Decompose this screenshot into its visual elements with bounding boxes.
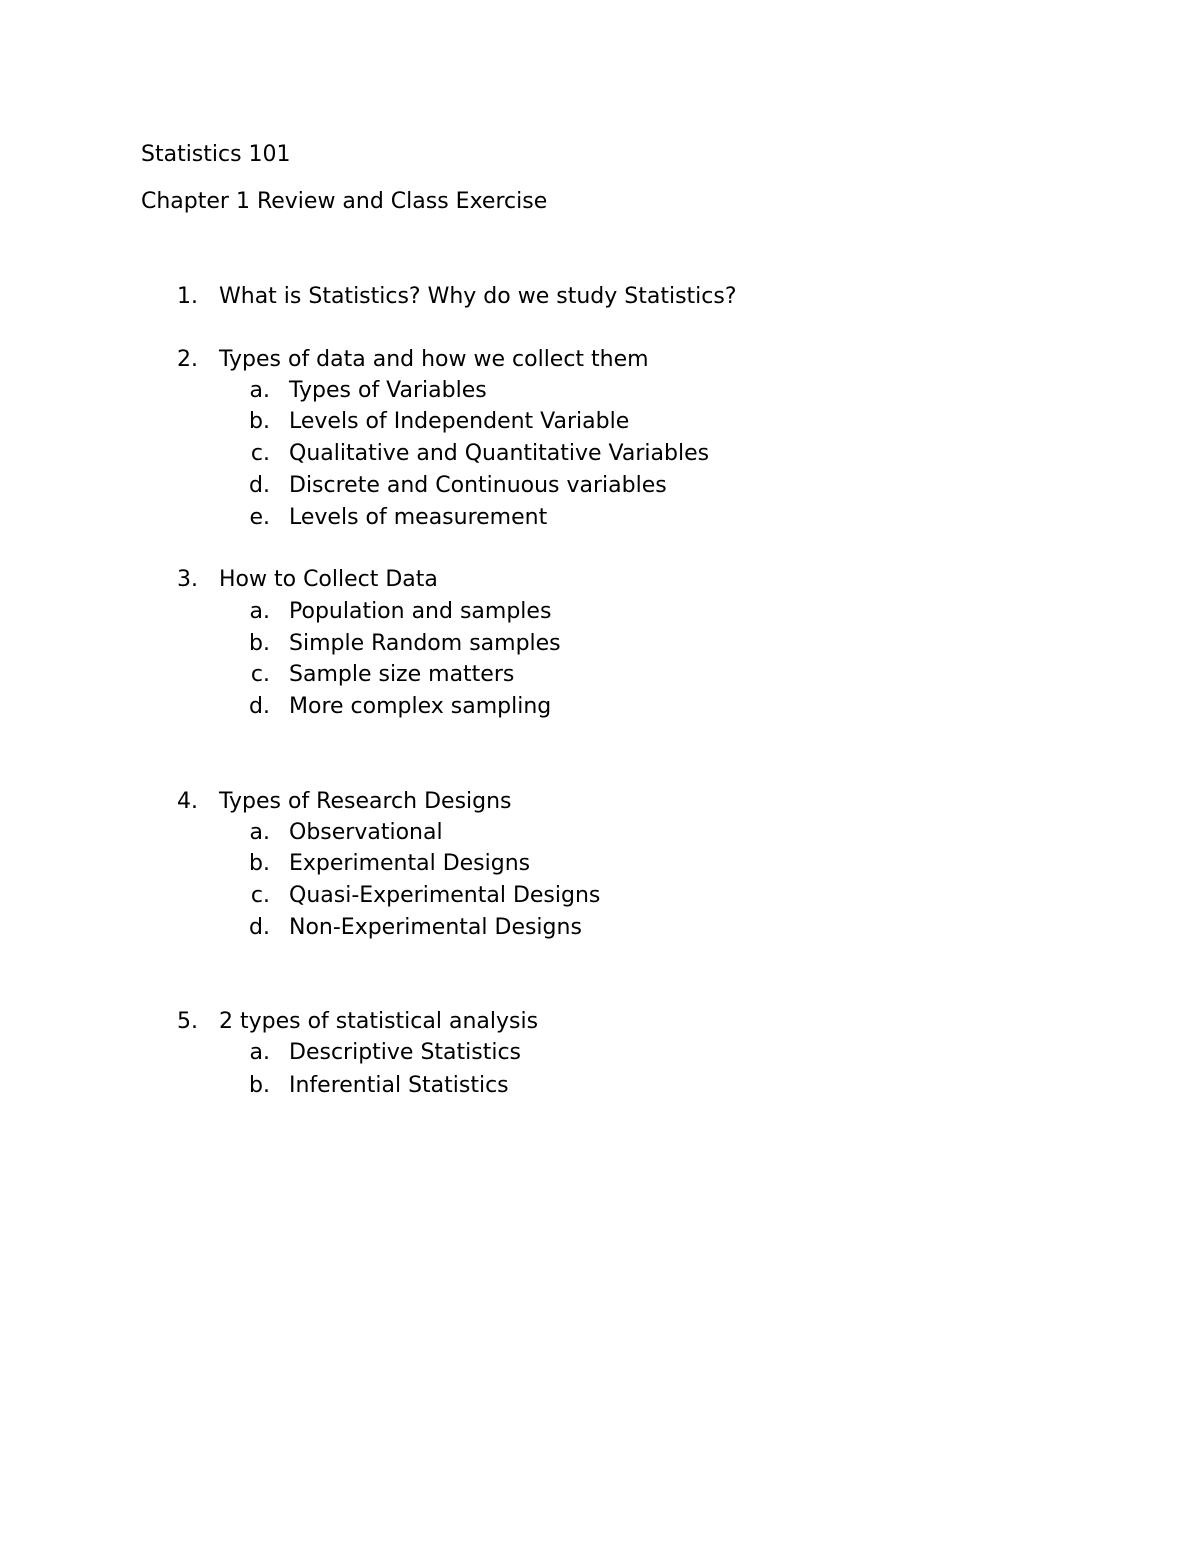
sub-item-text: More complex sampling bbox=[289, 694, 552, 719]
sub-item bbox=[236, 848, 530, 880]
list-item-text: Types of data and how we collect them bbox=[219, 347, 649, 372]
list-marker: 4. bbox=[177, 789, 198, 814]
sub-item-text: Inferential Statistics bbox=[289, 1073, 509, 1098]
sub-marker: c. bbox=[250, 662, 270, 687]
sub-item bbox=[236, 1070, 509, 1102]
sub-item-text: Sample size matters bbox=[289, 662, 515, 687]
sub-item bbox=[236, 628, 561, 660]
sub-marker: d. bbox=[249, 915, 270, 940]
sub-marker: b. bbox=[249, 851, 270, 876]
sub-item-text: Levels of Independent Variable bbox=[289, 409, 630, 434]
list-item-3 bbox=[164, 564, 438, 596]
sub-item bbox=[236, 817, 443, 849]
list-item-text: How to Collect Data bbox=[219, 567, 438, 592]
list-item-2 bbox=[164, 344, 649, 376]
document-subtitle: Chapter 1 Review and Class Exercise bbox=[141, 189, 548, 214]
sub-item-text: Simple Random samples bbox=[289, 631, 561, 656]
sub-item bbox=[236, 406, 629, 438]
sub-marker: d. bbox=[249, 694, 270, 719]
sub-marker: a. bbox=[249, 599, 270, 624]
list-marker: 1. bbox=[177, 284, 198, 309]
sub-item-text: Types of Variables bbox=[289, 378, 487, 403]
document-title: Statistics 101 bbox=[141, 142, 291, 167]
list-marker: 2. bbox=[177, 347, 198, 372]
sub-item bbox=[236, 659, 514, 691]
sub-item bbox=[236, 912, 582, 944]
list-item-1 bbox=[164, 281, 737, 313]
sub-item bbox=[236, 375, 487, 407]
sub-marker: c. bbox=[250, 883, 270, 908]
list-item-text: Types of Research Designs bbox=[219, 789, 512, 814]
sub-marker: b. bbox=[249, 409, 270, 434]
sub-item-text: Non-Experimental Designs bbox=[289, 915, 582, 940]
list-item-5 bbox=[164, 1006, 538, 1038]
list-item-4 bbox=[164, 786, 512, 818]
sub-item bbox=[236, 1037, 521, 1069]
list-item-text: 2 types of statistical analysis bbox=[219, 1009, 539, 1034]
sub-item-text: Discrete and Continuous variables bbox=[289, 473, 667, 498]
sub-item bbox=[236, 502, 547, 534]
sub-item-text: Quasi-Experimental Designs bbox=[289, 883, 601, 908]
list-item-text: What is Statistics? Why do we study Statistics? bbox=[219, 284, 737, 309]
sub-item-text: Qualitative and Quantitative Variables bbox=[289, 441, 710, 466]
sub-item bbox=[236, 596, 551, 628]
sub-marker: b. bbox=[249, 1073, 270, 1098]
sub-marker: a. bbox=[249, 1040, 270, 1065]
sub-item-text: Levels of measurement bbox=[289, 505, 548, 530]
list-marker: 3. bbox=[177, 567, 198, 592]
sub-item-text: Descriptive Statistics bbox=[289, 1040, 522, 1065]
sub-marker: e. bbox=[249, 505, 270, 530]
sub-item bbox=[236, 438, 709, 470]
sub-item bbox=[236, 470, 667, 502]
sub-marker: d. bbox=[249, 473, 270, 498]
sub-item-text: Observational bbox=[289, 820, 443, 845]
sub-item bbox=[236, 880, 600, 912]
list-marker: 5. bbox=[177, 1009, 198, 1034]
sub-marker: b. bbox=[249, 631, 270, 656]
sub-item bbox=[236, 691, 551, 723]
sub-item-text: Population and samples bbox=[289, 599, 552, 624]
sub-item-text: Experimental Designs bbox=[289, 851, 531, 876]
sub-marker: a. bbox=[249, 820, 270, 845]
sub-marker: a. bbox=[249, 378, 270, 403]
sub-marker: c. bbox=[250, 441, 270, 466]
